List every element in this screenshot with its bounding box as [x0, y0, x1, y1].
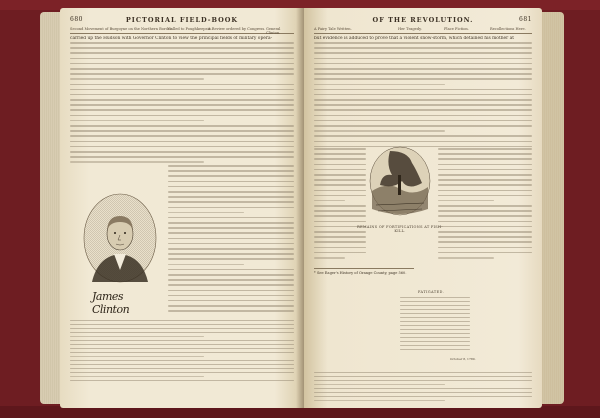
text-line	[438, 210, 532, 212]
text-line	[70, 47, 294, 49]
text-line	[314, 104, 532, 106]
left-subhead-2: Called to Poughkeepsie.	[168, 27, 212, 31]
text-line	[314, 396, 532, 397]
text-line	[314, 236, 366, 238]
text-line	[168, 201, 294, 203]
text-line	[438, 241, 532, 243]
poem-title: FATIGATED.	[418, 290, 445, 294]
text-line	[70, 125, 294, 127]
text-line	[70, 99, 294, 101]
left-opening-line: carried up the Hudson with Governor Clinton to view the principal fields of military opera-	[70, 36, 273, 41]
text-line	[314, 164, 366, 166]
text-line	[70, 348, 294, 349]
text-line	[70, 135, 294, 137]
text-line	[70, 109, 294, 111]
text-line	[438, 231, 532, 233]
text-line	[168, 284, 294, 286]
text-line	[314, 388, 532, 389]
text-line	[70, 320, 294, 321]
text-line	[70, 340, 294, 341]
text-line	[70, 78, 204, 80]
text-line	[314, 130, 445, 132]
left-page-edges	[40, 12, 62, 404]
text-line	[400, 341, 470, 342]
text-line	[314, 78, 532, 80]
text-line	[314, 241, 366, 243]
text-line	[400, 333, 470, 334]
left-subhead-3: A Review ordered by Congress.	[208, 27, 266, 31]
text-line	[314, 400, 445, 401]
right-running-title: OF THE REVOLUTION.	[372, 16, 474, 24]
text-line	[438, 221, 532, 223]
left-running-head	[70, 16, 294, 26]
text-line	[70, 161, 204, 163]
text-line	[438, 226, 532, 228]
text-line	[400, 337, 470, 338]
right-page-edges	[540, 12, 564, 404]
text-line	[314, 392, 532, 393]
text-line	[314, 169, 366, 171]
left-footnotes	[70, 320, 294, 384]
text-line	[70, 332, 294, 333]
text-line	[314, 42, 532, 44]
left-subhead	[70, 27, 294, 34]
text-line	[314, 148, 366, 150]
text-line	[314, 58, 532, 60]
text-line	[400, 301, 470, 302]
text-line	[168, 217, 294, 219]
text-line	[314, 68, 532, 70]
text-line	[314, 52, 532, 54]
text-line	[314, 99, 532, 101]
right-footnote-intro: * See Eager's History of Orange County, page 560.	[314, 271, 407, 275]
right-subhead-2: Her Tragedy.	[398, 27, 422, 31]
text-line	[400, 329, 470, 330]
text-line	[314, 257, 345, 259]
text-line	[70, 120, 204, 122]
left-page-number: 680	[70, 16, 83, 23]
text-line	[314, 384, 445, 385]
text-line	[314, 372, 532, 373]
text-line	[168, 170, 294, 172]
text-line	[168, 258, 294, 260]
right-footnote-area	[314, 270, 532, 276]
text-line	[400, 321, 470, 322]
text-line	[438, 247, 532, 249]
portrait-engraving	[80, 190, 160, 290]
fortification-engraving	[368, 145, 432, 223]
text-line	[70, 58, 294, 60]
text-line	[168, 207, 294, 209]
text-line	[314, 89, 532, 91]
text-line	[70, 94, 294, 96]
left-running-title: PICTORIAL FIELD-BOOK	[125, 16, 239, 24]
left-subhead-4: General Clinton.	[266, 27, 281, 35]
text-line	[314, 179, 366, 181]
text-line	[70, 42, 294, 44]
left-subhead-1: Second Movement of Burgoyne on the Northern Border.	[70, 27, 173, 31]
right-subhead-4: Recollections Here.	[490, 27, 526, 31]
text-line	[168, 212, 244, 214]
right-subhead-3: Place Fiction.	[444, 27, 469, 31]
right-opening-line: but evidence is adduced to prove that a violent snow-storm, which detained his mother at	[314, 36, 515, 41]
text-line	[168, 238, 294, 240]
text-line	[314, 380, 532, 381]
text-line	[400, 297, 470, 298]
text-line	[400, 305, 470, 306]
poem-credit: October 8, 1780.	[450, 357, 476, 361]
text-line	[70, 73, 294, 75]
text-line	[70, 104, 294, 106]
right-running-head	[314, 16, 532, 26]
text-line	[438, 164, 532, 166]
text-line	[438, 190, 532, 192]
poem-block	[400, 297, 470, 353]
right-body-text-wrap-left	[314, 148, 366, 262]
left-body-text-wrap	[168, 165, 294, 315]
text-line	[70, 52, 294, 54]
text-line	[314, 200, 345, 202]
text-line	[314, 109, 532, 111]
text-line	[168, 227, 294, 229]
text-line	[70, 84, 294, 86]
text-line	[168, 305, 294, 307]
text-line	[438, 169, 532, 171]
text-line	[314, 376, 532, 377]
right-body-text	[314, 36, 532, 151]
left-body-text	[70, 36, 294, 167]
text-line	[70, 156, 294, 158]
text-line	[314, 125, 532, 127]
text-line	[438, 158, 532, 160]
text-line	[314, 84, 445, 86]
text-line	[314, 195, 366, 197]
text-line	[70, 151, 294, 153]
text-line	[400, 317, 470, 318]
text-line	[438, 195, 532, 197]
text-line	[70, 130, 294, 132]
clinton-signature: James Clinton	[92, 290, 130, 316]
text-line	[70, 360, 294, 361]
text-line	[70, 328, 294, 329]
text-line	[168, 165, 294, 167]
text-line	[168, 310, 294, 312]
text-line	[438, 184, 532, 186]
right-subhead	[314, 27, 532, 34]
text-line	[168, 243, 294, 245]
text-line	[314, 47, 532, 49]
text-line	[314, 94, 532, 96]
text-line	[314, 221, 366, 223]
text-line	[168, 279, 294, 281]
text-line	[314, 115, 532, 117]
text-line	[70, 115, 294, 117]
text-line	[314, 247, 366, 249]
right-subhead-1: A Fairy Tale Written.	[314, 27, 352, 31]
text-line	[438, 200, 494, 202]
text-line	[70, 89, 294, 91]
text-line	[438, 257, 494, 259]
text-line	[168, 232, 294, 234]
text-line	[70, 376, 204, 377]
text-line	[168, 253, 294, 255]
right-body-text-wrap-right	[438, 148, 532, 262]
text-line	[168, 300, 294, 302]
text-line	[400, 313, 470, 314]
text-line	[70, 352, 294, 353]
text-line	[314, 135, 532, 137]
text-line	[168, 181, 294, 183]
text-line	[168, 196, 294, 198]
text-line	[168, 269, 294, 271]
text-line	[70, 324, 294, 325]
text-line	[438, 174, 532, 176]
text-line	[438, 179, 532, 181]
text-line	[168, 175, 294, 177]
text-line	[168, 290, 294, 292]
engraving-caption: REMAINS OF FORTIFICATIONS AT FISH-KILL.	[357, 225, 443, 233]
text-line	[168, 186, 294, 188]
text-line	[70, 368, 294, 369]
text-line	[168, 264, 244, 266]
text-line	[314, 174, 366, 176]
text-line	[400, 309, 470, 310]
text-line	[314, 190, 366, 192]
text-line	[314, 141, 532, 143]
text-line	[314, 252, 366, 254]
text-line	[70, 344, 294, 345]
text-line	[314, 63, 532, 65]
text-line	[70, 68, 294, 70]
text-line	[168, 295, 294, 297]
text-line	[438, 148, 532, 150]
text-line	[314, 73, 532, 75]
text-line	[168, 191, 294, 193]
text-line	[314, 205, 366, 207]
text-line	[168, 248, 294, 250]
right-page-number: 681	[519, 16, 532, 23]
text-line	[400, 349, 470, 350]
text-line	[314, 210, 366, 212]
text-line	[70, 372, 294, 373]
text-line	[70, 364, 294, 365]
right-footnote-rule	[314, 268, 414, 269]
text-line	[70, 380, 294, 381]
right-footnotes	[314, 372, 532, 404]
text-line	[70, 63, 294, 65]
text-line	[438, 236, 532, 238]
text-line	[314, 153, 366, 155]
text-line	[438, 252, 532, 254]
text-line	[400, 345, 470, 346]
text-line	[438, 153, 532, 155]
text-line	[400, 325, 470, 326]
text-line	[438, 215, 532, 217]
text-line	[314, 184, 366, 186]
text-line	[70, 141, 294, 143]
text-line	[168, 222, 294, 224]
text-line	[314, 215, 366, 217]
text-line	[70, 356, 204, 357]
text-line	[314, 158, 366, 160]
text-line	[168, 274, 294, 276]
text-line	[70, 146, 294, 148]
text-line	[70, 336, 204, 337]
text-line	[314, 120, 532, 122]
text-line	[438, 205, 532, 207]
